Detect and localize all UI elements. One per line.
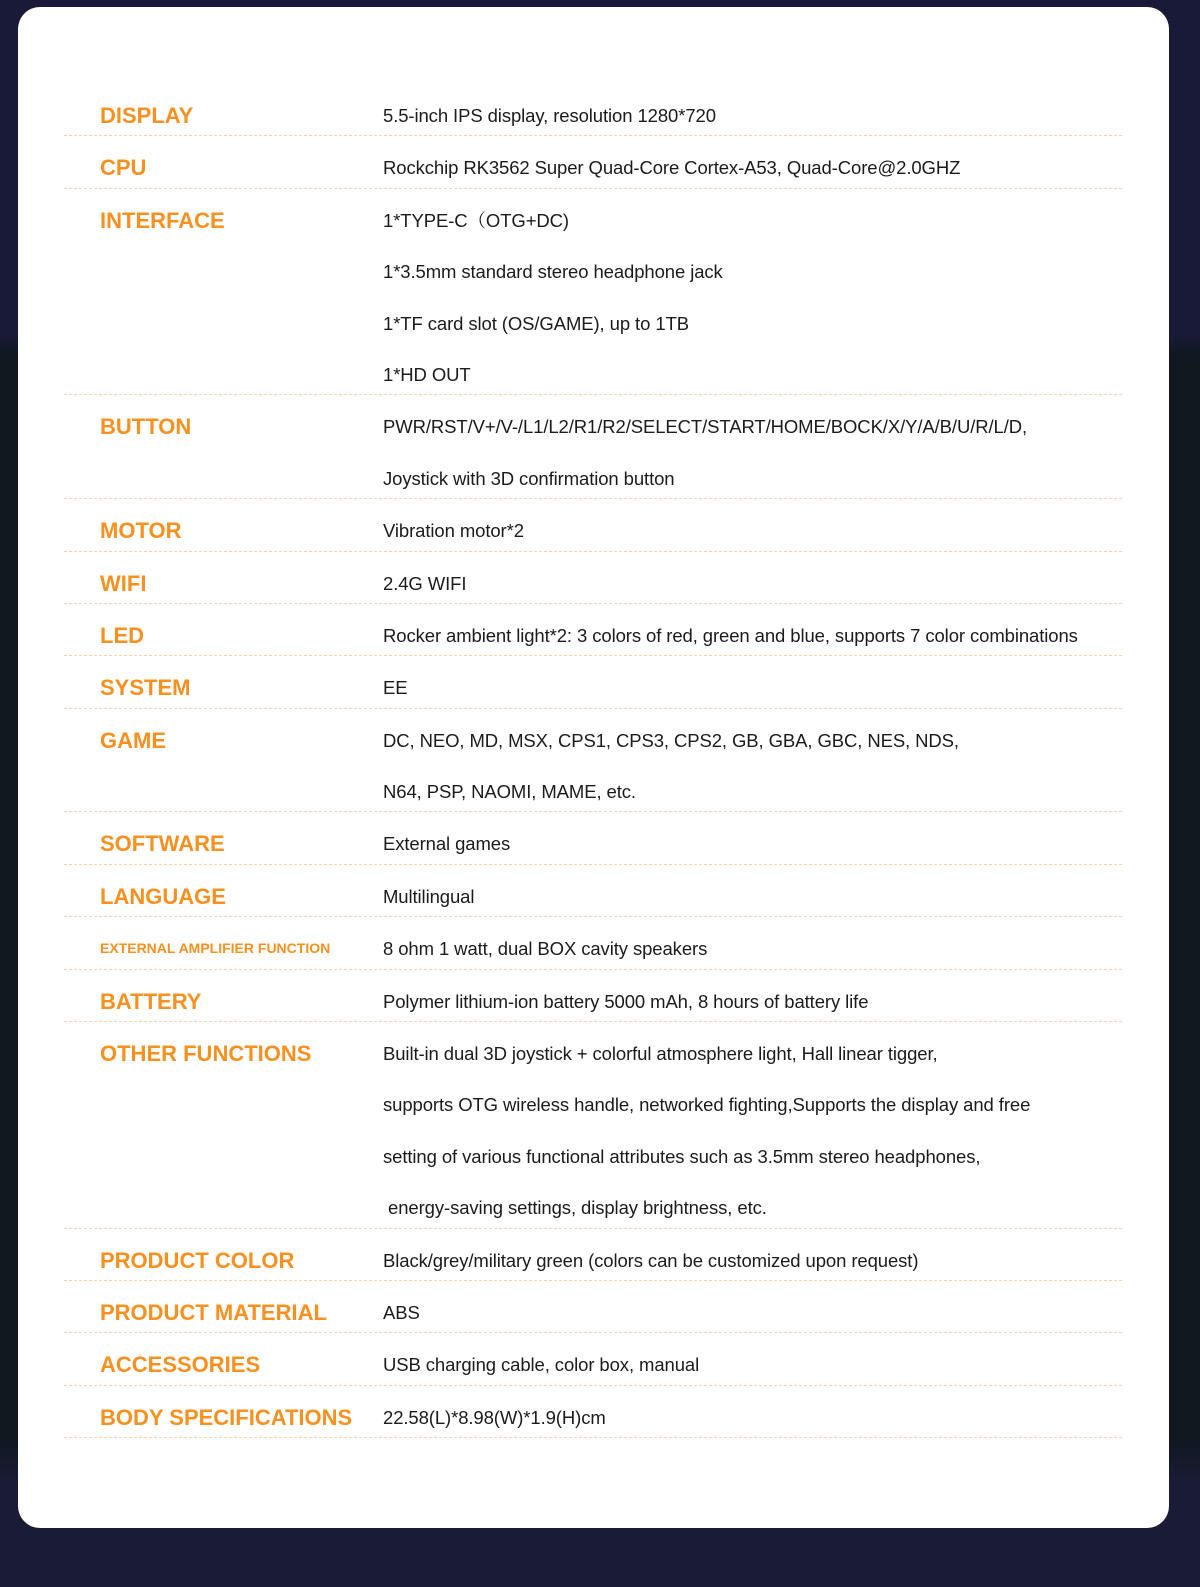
spec-value: setting of various functional attributes such as 3.5mm stereo headphones, xyxy=(383,1145,981,1167)
spec-label: PRODUCT MATERIAL xyxy=(100,1299,327,1325)
spec-row-interface xyxy=(64,189,1122,396)
spec-row-external-amplifier xyxy=(64,917,1122,969)
spec-label: EXTERNAL AMPLIFIER FUNCTION xyxy=(100,940,331,957)
spec-table xyxy=(64,84,1122,1438)
spec-value: Polymer lithium-ion battery 5000 mAh, 8 hours of battery life xyxy=(383,990,869,1012)
spec-label: LED xyxy=(100,622,144,648)
spec-value: USB charging cable, color box, manual xyxy=(383,1354,700,1376)
spec-row-battery xyxy=(64,970,1122,1022)
spec-row-accessories xyxy=(64,1333,1122,1385)
spec-value: ABS xyxy=(383,1301,420,1323)
spec-row-cpu xyxy=(64,136,1122,188)
spec-row-game xyxy=(64,709,1122,813)
spec-row-language xyxy=(64,865,1122,917)
spec-label: OTHER FUNCTIONS xyxy=(100,1041,312,1067)
spec-row-system xyxy=(64,656,1122,708)
spec-label: MOTOR xyxy=(100,518,182,544)
spec-row-software xyxy=(64,812,1122,864)
spec-value: Vibration motor*2 xyxy=(383,520,524,542)
spec-value: supports OTG wireless handle, networked fighting,Supports the display and free xyxy=(383,1094,1031,1116)
spec-label: BUTTON xyxy=(100,414,192,440)
spec-value: N64, PSP, NAOMI, MAME, etc. xyxy=(383,781,636,803)
spec-value: 2.4G WIFI xyxy=(383,572,467,594)
spec-row-led xyxy=(64,604,1122,656)
spec-value: 1*HD OUT xyxy=(383,363,471,385)
spec-value: Built-in dual 3D joystick + colorful atmosphere light, Hall linear tigger, xyxy=(383,1043,938,1065)
spec-label: INTERFACE xyxy=(100,207,225,233)
spec-label: WIFI xyxy=(100,570,147,596)
spec-value: External games xyxy=(383,833,511,855)
spec-value: Rocker ambient light*2: 3 colors of red, green and blue, supports 7 color combinations xyxy=(383,624,1078,646)
spec-value: energy-saving settings, display brightness, etc. xyxy=(383,1197,767,1219)
spec-value: 5.5-inch IPS display, resolution 1280*720 xyxy=(383,105,716,126)
spec-value: PWR/RST/V+/V-/L1/L2/R1/R2/SELECT/START/HOME/BOCK/X/Y/A/B/U/R/L/D, xyxy=(383,416,1028,438)
spec-row-product-color xyxy=(64,1229,1122,1281)
spec-value: Black/grey/military green (colors can be customized upon request) xyxy=(383,1249,919,1271)
spec-label: PRODUCT COLOR xyxy=(100,1247,295,1273)
spec-card xyxy=(18,7,1169,1528)
spec-value: EE xyxy=(383,677,408,699)
spec-value: 8 ohm 1 watt, dual BOX cavity speakers xyxy=(383,938,708,960)
spec-label: SYSTEM xyxy=(100,675,191,701)
spec-row-product-material xyxy=(64,1281,1122,1333)
spec-value: Rockchip RK3562 Super Quad-Core Cortex-A53, Quad-Core@2.0GHZ xyxy=(383,157,961,179)
spec-label: GAME xyxy=(100,727,166,753)
spec-row-other-functions xyxy=(64,1022,1122,1229)
spec-row-body-specifications xyxy=(64,1386,1122,1438)
spec-label: BATTERY xyxy=(100,988,202,1014)
spec-row-wifi xyxy=(64,552,1122,604)
spec-row-display xyxy=(64,84,1122,136)
spec-value: DC, NEO, MD, MSX, CPS1, CPS3, CPS2, GB, GBA, GBC, NES, NDS, xyxy=(383,729,959,751)
spec-label: CPU xyxy=(100,155,147,181)
spec-label: DISPLAY xyxy=(100,103,194,128)
spec-value: 1*TYPE-C（OTG+DC) xyxy=(383,209,569,231)
spec-label: SOFTWARE xyxy=(100,831,225,857)
spec-label: LANGUAGE xyxy=(100,883,226,909)
spec-row-motor xyxy=(64,499,1122,551)
spec-label: ACCESSORIES xyxy=(100,1352,261,1378)
spec-value: 22.58(L)*8.98(W)*1.9(H)cm xyxy=(383,1406,606,1428)
spec-value: 1*TF card slot (OS/GAME), up to 1TB xyxy=(383,312,689,334)
spec-value: 1*3.5mm standard stereo headphone jack xyxy=(383,261,723,283)
spec-label: BODY SPECIFICATIONS xyxy=(100,1404,353,1430)
spec-value: Joystick with 3D confirmation button xyxy=(383,467,675,489)
spec-row-button xyxy=(64,395,1122,499)
spec-value: Multilingual xyxy=(383,885,475,907)
